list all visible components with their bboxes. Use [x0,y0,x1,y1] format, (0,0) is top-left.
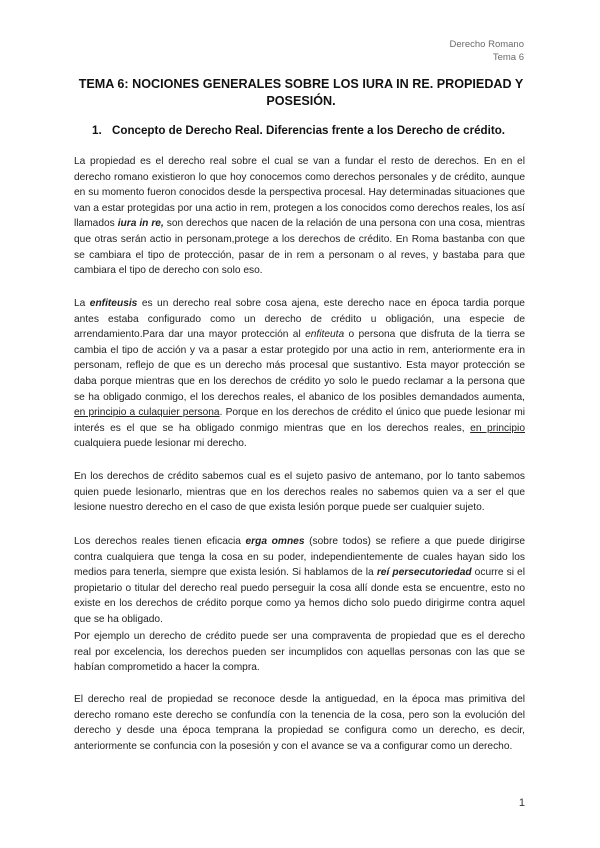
text-run: ocurre si el propietario o titular del derecho real puedo perseguir la cosa allí donde esta se encuentre, esto no existe en los derechos de crédito porque como ya hemos dicho solo puedo dirigirme contra aquel que se ha obligado. [74,567,525,625]
text-run: cualquiera puede lesionar mi derecho. [74,438,247,450]
running-header [450,38,524,64]
page-number: 1 [518,797,525,809]
text-run: es un derecho real sobre cosa ajena, este derecho nace en época tardia porque antes estaba configurado como un derecho de crédito u obligación, una especie de arrendamiento.Para dar una mayor protección al [74,298,525,341]
text-run: La [74,298,90,309]
term-enfiteuta: enfiteuta [305,329,345,341]
document-title: TEMA 6: NOCIONES GENERALES SOBRE LOS IURA IN RE. PROPIEDAD Y POSESIÓN. [78,77,524,108]
header-topic: Tema 6 [492,52,524,63]
header-course: Derecho Romano [449,39,524,50]
text-run: Los derechos reales tienen eficacia [74,536,246,547]
text-run: son derechos que nacen de la relación de una persona con una cosa, mientras que otras serán actio in personam,protege a los derechos de crédito. En Roma bastanba con que se cambiara el tipo de protección, pasar de in rem a personam o al reves, y bastaba para que cambiara el tipo de derecho con solo eso. [74,218,526,277]
text-run: La propiedad es el derecho real sobre el cual se van a fundar el resto de derechos. En en el derecho romano existieron lo que hoy conocemos como derechos personales y de crédito, aunque en su momento fueron conocidos desde la perspectiva procesal. Hay determinadas situaciones que van a estar protegidas por una actio in rem, protegen a los conocidos como derechos reales, los así llamados [74,156,525,230]
paragraph-6: El derecho real de propiedad se reconoce desde la antiguedad, en la época mas primitiva del derecho romano este derecho se confundía con la tenencia de la cosa, pero son la evolución del derecho y desde una época temprana la propiedad se configura como un derecho, es decir, anteriormente se confuncia con la posesión y con el avance se va a configurar como un derecho. [74,694,525,752]
underlined-phrase: en principio [470,422,525,434]
term-erga-omnes: erga omnes [245,536,305,547]
section-heading [92,123,532,138]
term-rei-persecutoriedad: reí persecutoriedad [376,567,472,579]
text-run: (sobre todos) se refiere a que puede dirigirse contra cualquiera que tenga la cosa en su poder, independientemente de cuales hayan sido los medios para tenerla, siempre que exista lesión. Si hablamos de la [74,536,525,579]
paragraph-2 [74,296,525,452]
term-iura-in-re: iura in re, [117,218,164,230]
term-enfiteusis: enfiteusis [89,298,138,309]
paragraph-3: En los derechos de crédito sabemos cual es el sujeto pasivo de antemano, por lo tanto sabemos quien puede lesionarlo, mientras que en los derechos reales no sabemos quien va a ser el que lesione nuestro derecho en el caso de que exista lesión porque puede ser cualquier sujeto. [74,471,525,514]
section-heading-text: Concepto de Derecho Real. Diferencias frente a los Derecho de crédito. [112,124,506,137]
paragraph-5: Por ejemplo un derecho de crédito puede ser una compraventa de propiedad que es el derecho real por excelencia, los derechos pueden ser incumplidos con aquellas personas con las que se habían comprometido a hacer la compra. [74,631,525,674]
paragraph-4 [74,534,525,628]
paragraph-1 [74,154,525,279]
text-run: . Porque en los derechos de crédito el único que puede lesionar mi interés es el que se ha obligado conmigo mientras que en los derechos reales, [74,407,526,434]
section-number: 1. [92,124,102,137]
text-run: o persona que disfruta de la tierra se cambia el tipo de acción y va a pasar a estar protegido por una actio in rem, anteriormente era in personam, reflejo de que es un derecho más procesal que sustantivo. Esta mayor protección se daba porque mientras que en los derechos de crédito yo solo le puedo reclamar a la persona que se ha obligado conmigo, el los derechos reales, el abanico de los posibles demandados aumenta, [74,329,526,403]
underlined-phrase: en principio a culaquier persona [74,407,220,419]
